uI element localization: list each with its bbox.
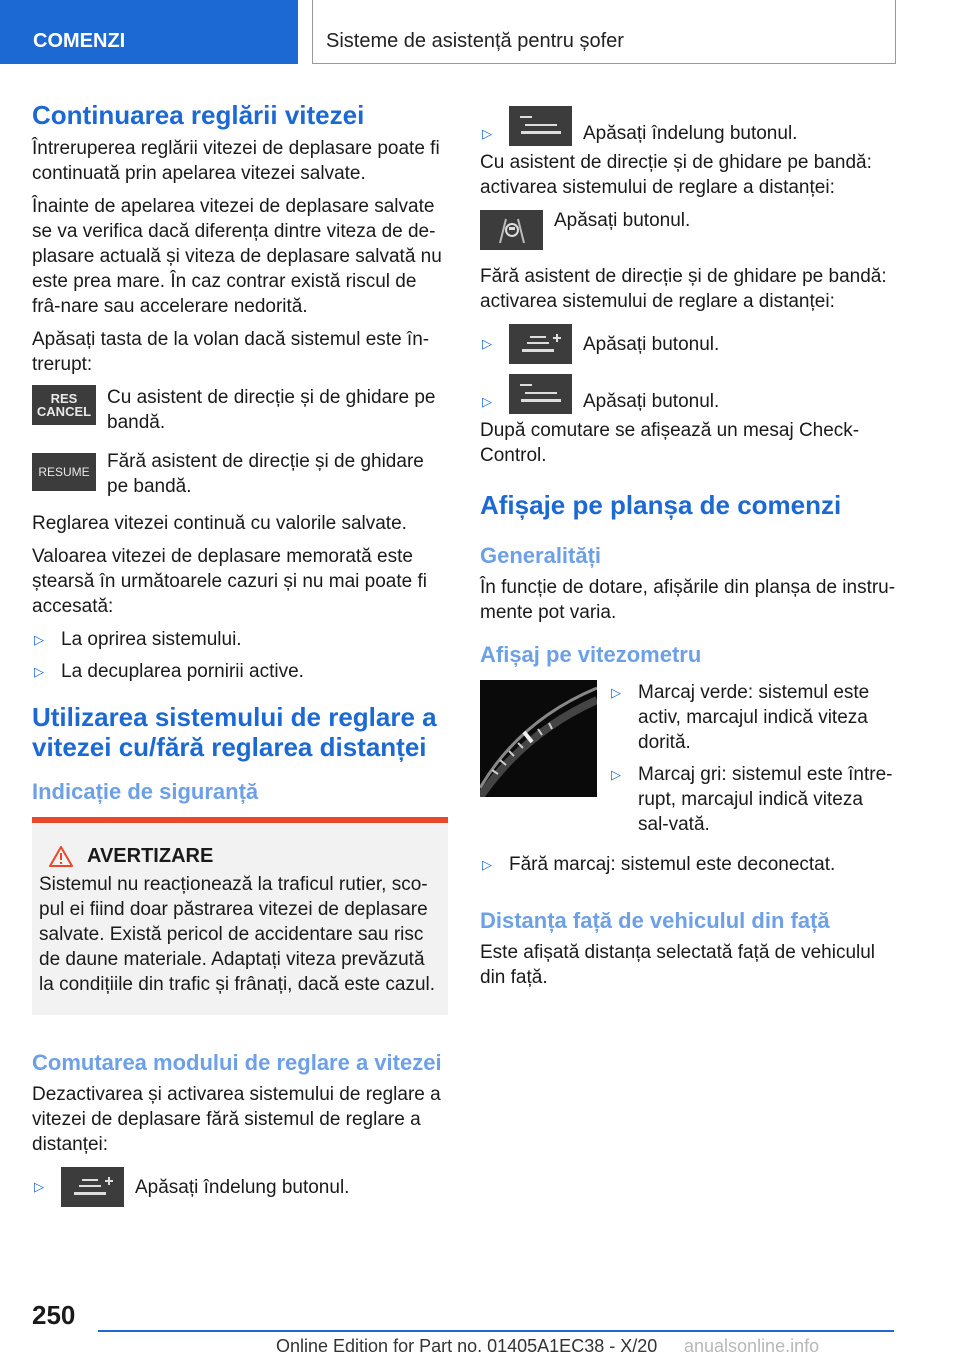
heading-use-system: Utilizarea sistemului de reglare a vitezei cu/fără reglarea distanței [32, 702, 437, 762]
paragraph: Este afișată distanța selectată față de vehiculul din față. [480, 942, 876, 988]
distance-plus-button-icon [509, 324, 572, 364]
heading-speedometer: Afișaj pe vitezometru [480, 642, 702, 667]
triangle-bullet-icon: ▷ [482, 126, 492, 141]
warning-text: Sistemul nu reacționează la traficul rutier, sco-pul ei fiind doar păstrarea vitezei de deplasare salvate. Există pericol de accidentare sau risc de daune materiale. Adaptați viteza prevăzută la condițiile din trafic și frânați, dacă este cazul. [39, 874, 436, 995]
list-item-button: ▷ Apăsați îndelung butonul. [480, 106, 896, 146]
list-item-button: ▷ Apăsați îndelung butonul. [32, 1167, 448, 1207]
chapter-tab [0, 0, 298, 64]
right-column [480, 106, 896, 998]
section-title: Sisteme de asistență pentru șofer [326, 30, 624, 52]
lane-assist-button-icon [480, 210, 543, 250]
res-cancel-button-icon: RES CANCEL [32, 385, 96, 425]
heading-continue-speed: Continuarea reglării vitezei [32, 100, 365, 130]
triangle-bullet-icon: ▷ [34, 1179, 44, 1194]
triangle-bullet-icon: ▷ [34, 664, 44, 679]
paragraph: Reglarea vitezei continuă cu valorile salvate. [32, 513, 407, 534]
triangle-bullet-icon: ▷ [482, 336, 492, 351]
distance-button-icon [509, 374, 572, 414]
list-item: ▷ La decuplarea pornirii active. [34, 661, 304, 682]
footer-divider [98, 1330, 894, 1332]
section-header [312, 0, 896, 64]
list-item: ▷ Marcaj gri: sistemul este între-rupt, marcajul indică viteza sal-vată. [611, 764, 893, 835]
page-number: 250 [32, 1300, 76, 1330]
triangle-bullet-icon: ▷ [34, 632, 44, 647]
edition-text: Online Edition for Part no. 01405A1EC38 - X/20 [276, 1336, 658, 1356]
left-column [32, 100, 448, 1217]
triangle-bullet-icon: ▷ [482, 857, 492, 872]
watermark-text: anualsonline.info [684, 1336, 820, 1356]
paragraph: În funcție de dotare, afișările din planșa de instru-mente pot varia. [480, 577, 896, 623]
heading-switch-mode: Comutarea modului de reglare a vitezei [32, 1050, 442, 1075]
paragraph: Înainte de apelarea vitezei de deplasare salvate se va verifica dacă diferența dintre viteza de de-plasare actuală și viteza de deplasare salvată nu este prea mare. În caz contrar există riscul de frâ-nare sau accelerare nedorită. [32, 196, 442, 317]
button-row-res-cancel [32, 385, 448, 435]
list-item: ▷ Fără marcaj: sistemul este deconectat. [482, 854, 836, 875]
distance-button-icon [509, 106, 572, 146]
triangle-bullet-icon: ▷ [611, 767, 621, 782]
warning-header: AVERTIZARE [39, 845, 440, 868]
distance-plus-button-icon [61, 1167, 124, 1207]
paragraph: Întreruperea reglării vitezei de deplasare poate fi continuată prin apelarea vitezei salvate. [32, 138, 440, 184]
button-row-resume [32, 449, 448, 499]
warning-box [32, 817, 448, 1015]
button-row-lane-assist: Apăsați butonul. [480, 208, 896, 250]
heading-displays: Afișaje pe planșa de comenzi [480, 490, 842, 520]
speedometer-section [480, 680, 896, 844]
paragraph: După comutare se afișează un mesaj Check-Control. [480, 420, 860, 466]
res-cancel-description: Cu asistent de direcție și de ghidare pe bandă. [107, 387, 436, 433]
chapter-title: COMENZI [33, 30, 126, 52]
paragraph: Valoarea vitezei de deplasare memorată este ștearsă în următoarele cazuri și nu mai poate fi accesată: [32, 546, 427, 617]
heading-distance: Distanța față de vehiculul din față [480, 908, 830, 933]
triangle-bullet-icon: ▷ [611, 685, 621, 700]
paragraph: Cu asistent de direcție și de ghidare pe bandă: activarea sistemului de reglare a distanței: [480, 152, 872, 198]
list-item-button: ▷ Apăsați butonul. [480, 324, 896, 364]
resume-button-icon: RESUME [32, 453, 96, 491]
resume-description: Fără asistent de direcție și de ghidare pe bandă. [107, 451, 424, 497]
list-item: ▷ Marcaj verde: sistemul este activ, marcajul indică viteza dorită. [611, 682, 870, 753]
heading-general: Generalități [480, 543, 602, 568]
paragraph: Apăsați tasta de la volan dacă sistemul este în-trerupt: [32, 329, 430, 375]
heading-safety: Indicație de siguranță [32, 779, 259, 804]
list-item-button: ▷ Apăsați butonul. [480, 374, 896, 414]
paragraph: Fără asistent de direcție și de ghidare pe bandă: activarea sistemului de reglare a distanței: [480, 266, 887, 312]
warning-triangle-icon [49, 846, 73, 867]
triangle-bullet-icon: ▷ [482, 394, 492, 409]
paragraph: Dezactivarea și activarea sistemului de reglare a vitezei de deplasare fără sistemul de reglare a distanței: [32, 1084, 441, 1155]
list-item: ▷ La oprirea sistemului. [34, 629, 242, 650]
speedometer-image [480, 680, 597, 797]
